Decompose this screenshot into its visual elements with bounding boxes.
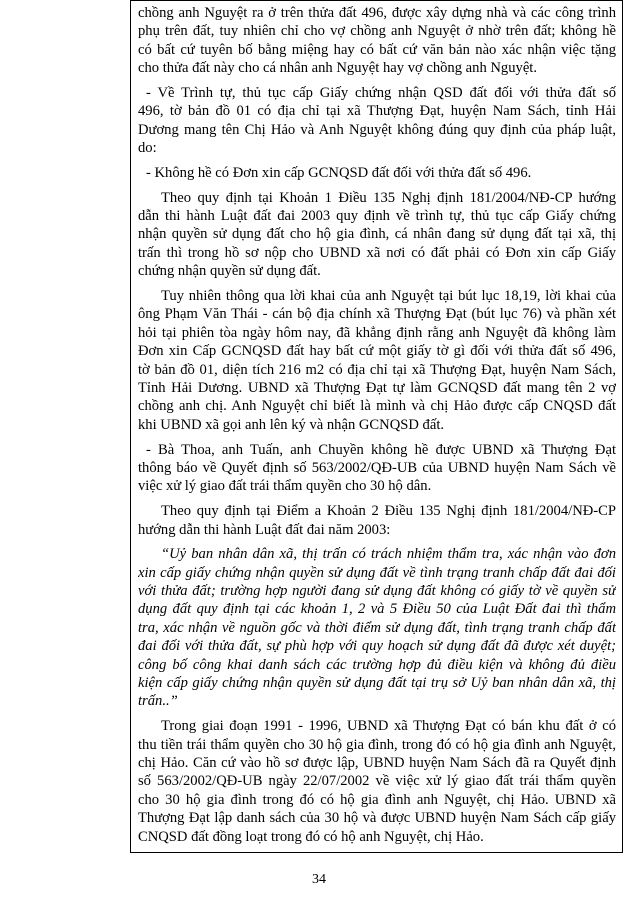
text-line: hướng dẫn thi hành Luật đất đai năm 2003: <box>138 521 391 538</box>
text-line: Thượng Đạt lập danh sách của 30 hộ và được UBND huyện Nam Sách cấp giấy <box>138 810 616 827</box>
text-line: 496, tờ bản đồ 01 có địa chỉ tại xã Thượng Đạt, huyện Nam Sách, tỉnh Hải <box>138 103 616 120</box>
text-line: thông báo về Quyết định số 563/2002/QĐ-UB của UBND huyện Nam Sách về <box>138 459 616 476</box>
text-line: với thửa đất; trường hợp người đang sử dụng đất không có giấy tờ về quyền sử <box>138 583 616 600</box>
text-line: CNQSD đất đồng loạt trong đó có hộ anh Nguyệt, chị Hảo. <box>138 828 484 845</box>
paragraph-continuation <box>138 4 616 78</box>
text-line: kiện cấp giấy chứng nhận quyền sử dụng đất tại trụ sở Uỷ ban nhân dân xã, thị <box>138 675 616 692</box>
paragraph-quotation <box>138 545 616 711</box>
text-line: công bố công khai danh sách các trường hợp đủ điều kiện và không đủ điều <box>138 656 616 673</box>
text-line: cho thửa đất này cho cá nhân anh Nguyệt hay vợ chồng anh Nguyệt. <box>138 60 537 77</box>
text-line: do: <box>138 140 157 157</box>
paragraph-background <box>138 717 616 846</box>
text-line: chồng anh chị. Anh Nguyệt chỉ biết là mình và chị Hảo được cấp CNQSD đất <box>138 398 616 415</box>
paragraph-testimony <box>138 287 616 434</box>
text-line: việc xử lý giao đất trái thẩm quyền cho 30 hộ dân. <box>138 478 432 495</box>
text-line: tra, xác nhận về nguồn gốc và thời điểm sử dụng đất, tình trạng tranh chấp đất <box>138 619 616 636</box>
paragraph-no-application <box>138 164 616 182</box>
text-line: khi UBND xã gọi anh lên ký và nhận GCNQSD đất. <box>138 416 445 433</box>
text-line: có bất cứ tuyên bố bằng miệng hay có bất cứ văn bản nào xác nhận việc tặng <box>138 41 616 58</box>
text-line: đai đối với thửa đất, sự phù hợp với quy hoạch sử dụng đất đã được xét duyệt; <box>138 638 616 655</box>
text-line: số 563/2002/QĐ-UB ngày 22/07/2002 về việc xử lý giao đất trái thẩm quyền <box>138 773 616 790</box>
text-line: Theo quy định tại Khoản 1 Điều 135 Nghị định 181/2004/NĐ-CP hướng <box>161 189 616 206</box>
text-line: - Về Trình tự, thủ tục cấp Giấy chứng nhận QSD đất đối với thửa đất số <box>146 84 616 101</box>
text-line: trấn..” <box>138 693 178 710</box>
page-number: 34 <box>312 872 326 887</box>
text-line: Tỉnh Hải Dương. UBND xã Thượng Đạt tự làm GCNQSD đất mang tên 2 vợ <box>138 379 616 396</box>
text-line: nhận quyền sử dụng đất cho hộ gia đình, cá nhân đang sử dụng đất tại xã, thị <box>138 226 616 243</box>
text-line: - Bà Thoa, anh Tuấn, anh Chuyền không hề được UBND xã Thượng Đạt <box>146 441 616 458</box>
text-line: dụng đất quy định tại các khoản 1, 2 và 5 Điều 50 của Luật Đất đai thì thẩm <box>138 601 616 618</box>
text-line: Theo quy định tại Điểm a Khoản 2 Điều 135 Nghị định 181/2004/NĐ-CP <box>161 503 616 520</box>
text-line: chị Hảo. Căn cứ vào hồ sơ được lập, UBND huyện Nam Sách đã ra Quyết định <box>138 754 616 771</box>
paragraph-procedure <box>138 84 616 158</box>
text-line: dẫn thi hành Luật đất đai 2003 quy định về trình tự, thủ tục cấp Giấy chứng <box>138 208 616 225</box>
text-line: tờ bản đồ 01, diện tích 216 m2 có địa chỉ tại xã Thượng Đạt, huyện Nam Sách, <box>138 361 616 378</box>
text-line: Đơn xin Cấp GCNQSD đất hay bất cứ một giấy tờ gì đối với thửa đất số 496, <box>138 343 616 360</box>
text-line: Dương mang tên Chị Hảo và Anh Nguyệt không đúng quy định của pháp luật, <box>138 121 616 138</box>
text-line: ông Phạm Văn Thái - cán bộ địa chính xã Thượng Đạt (bút lục 76) và phần xét <box>138 306 616 323</box>
text-line: - Không hề có Đơn xin cấp GCNQSD đất đối với thửa đất số 496. <box>146 164 532 181</box>
text-line: Tuy nhiên thông qua lời khai của anh Nguyệt tại bút lục 18,19, lời khai của <box>161 288 616 305</box>
paragraph-regulation-point-a <box>138 502 616 539</box>
text-line: chồng anh Nguyệt ra ở trên thửa đất 496, được xây dựng nhà và các công trình <box>138 5 616 21</box>
text-line: “Uỷ ban nhân dân xã, thị trấn có trách nhiệm thẩm tra, xác nhận vào đơn <box>161 546 616 563</box>
text-line: Trong giai đoạn 1991 - 1996, UBND xã Thượng Đạt có bán khu đất ở có <box>161 718 616 735</box>
text-line: hỏi tại phiên tòa ngày hôm nay, đã khẳng định rằng anh Nguyệt đã không làm <box>138 324 616 341</box>
text-line: phụ trên đất, tuy nhiên chỉ cho vợ chồng anh Nguyệt ở nhờ trên đất; không hề <box>138 23 616 40</box>
paragraph-regulation-clause-1 <box>138 189 616 281</box>
text-line: cho 30 hộ gia đình trong đó có hộ gia đình anh Nguyệt, chị Hảo. UBND xã <box>138 791 616 808</box>
text-line: trấn thì trong hồ sơ nộp cho UBND xã nơi có đất phải có Đơn xin cấp Giấy <box>138 244 616 261</box>
document-body <box>138 4 616 852</box>
paragraph-notification <box>138 441 616 496</box>
text-line: xin cấp giấy chứng nhận quyền sử dụng đất về tình trạng tranh chấp đất đai đối <box>138 564 616 581</box>
text-line: chứng nhận quyền sử dụng đất. <box>138 263 321 280</box>
text-line: thu tiền trái thẩm quyền cho 30 hộ gia đình, trong đó có hộ gia đình anh Nguyệt, <box>138 736 616 753</box>
